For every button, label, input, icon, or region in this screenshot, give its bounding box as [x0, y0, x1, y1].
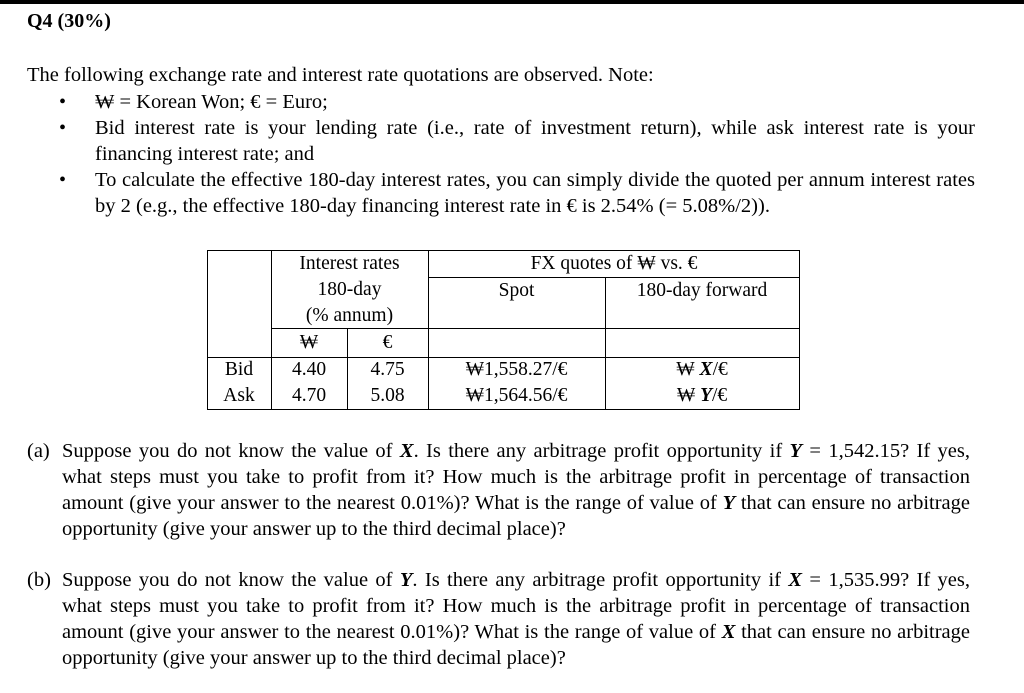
ask-spot: ₩1,564.56/€	[465, 385, 568, 406]
question-b	[27, 567, 970, 671]
ask-forward	[605, 384, 799, 408]
top-rule	[0, 0, 1024, 4]
interest-header-line: Interest rates	[299, 253, 400, 274]
ask-won-rate: 4.70	[291, 385, 327, 406]
question-text: Suppose you do not know the value of X. Is there any arbitrage profit opportunity if Y = 1,542.15? If yes, what steps must you take to profit from it? How much is the arbitrage profit in percentage of transaction amount (give your answer to the nearest 0.01%)? What is the range of value of Y that can ensure no arbitrage opportunity (give your answer up to the third decimal place)?	[62, 440, 970, 540]
forward-currency: ₩	[676, 385, 696, 406]
note-item: • Bid interest rate is your lending rate (i.e., rate of investment return), while ask interest rate is your financing interest rate; and	[0, 115, 975, 167]
forward-variable: Y	[700, 385, 713, 406]
question-label: (b)	[27, 569, 51, 591]
note-item: • To calculate the effective 180-day interest rates, you can simply divide the quoted per annum interest rates by 2 (e.g., the effective 180-day financing interest rate in € is 2.54% (= 5.08%/2)).	[0, 167, 975, 219]
bid-forward	[605, 358, 799, 382]
fx-header: FX quotes of ₩ vs. €	[530, 253, 698, 274]
table-rule	[271, 328, 800, 329]
question-text: Suppose you do not know the value of Y. Is there any arbitrage profit opportunity if X = 1,535.99? If yes, what steps must you take to profit from it? How much is the arbitrage profit in percentage of transaction amount (give your answer to the nearest 0.01%)? What is the range of value of X that can ensure no arbitrage opportunity (give your answer up to the third decimal place)?	[62, 569, 970, 669]
row-label-ask: Ask	[223, 385, 255, 406]
forward-unit: /€	[712, 359, 728, 380]
bid-euro-rate: 4.75	[370, 359, 405, 380]
table-rule	[207, 409, 800, 410]
euro-header: €	[382, 332, 393, 353]
quotes-table	[207, 250, 800, 410]
table-rule	[428, 277, 800, 278]
forward-variable: X	[699, 359, 713, 380]
spot-header: Spot	[498, 280, 535, 301]
note-item: • ₩ = Korean Won; € = Euro;	[0, 89, 975, 115]
table-rule	[207, 250, 800, 251]
interest-header-line: (% annum)	[305, 305, 394, 326]
forward-header: 180-day forward	[636, 280, 768, 301]
question-a	[27, 438, 970, 542]
forward-unit: /€	[712, 385, 728, 406]
ask-euro-rate: 5.08	[370, 385, 405, 406]
won-header: ₩	[299, 332, 319, 353]
intro-text: The following exchange rate and interest rate quotations are observed. Note:	[27, 64, 654, 86]
bid-spot: ₩1,558.27/€	[465, 359, 568, 380]
notes-list	[0, 89, 1024, 219]
forward-currency: ₩	[676, 359, 695, 380]
question-title: Q4 (30%)	[27, 10, 111, 32]
question-label: (a)	[27, 440, 50, 462]
row-label-bid: Bid	[224, 359, 254, 380]
interest-header-line: 180-day	[317, 279, 382, 300]
bid-won-rate: 4.40	[291, 359, 327, 380]
